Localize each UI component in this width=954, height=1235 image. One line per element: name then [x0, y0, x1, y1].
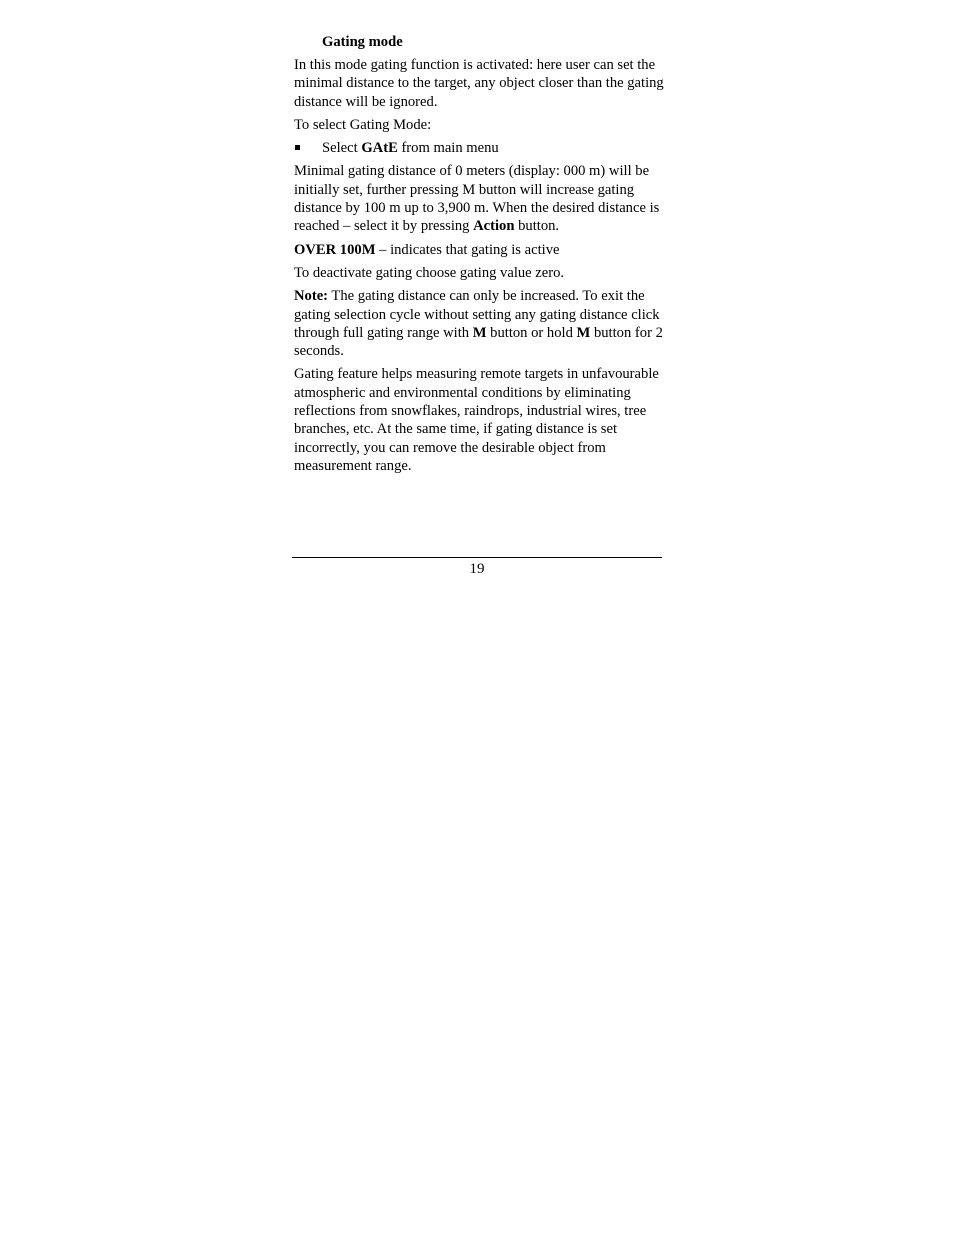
action-term: Action	[473, 218, 515, 235]
select-instruction: To select Gating Mode:	[294, 116, 432, 133]
list-item	[294, 139, 664, 157]
feature-paragraph: Gating feature helps measuring remote targets in unfavourable atmospheric and environmental conditions by eliminating reflections from snowflakes, raindrops, industrial wires, tree branches, etc. At the same time, if gating distance is set incorrectly, you can remove the desirable object from measurement range.	[294, 366, 659, 474]
note-text-1: The gating distance can only be increased. To exit the gating selection cycle without setting any gating distance click through full gating range with	[294, 288, 660, 341]
page-number: 19	[469, 561, 485, 577]
bullet-text-pre: Select	[322, 140, 362, 157]
over-indicator-term: OVER 100M	[294, 241, 376, 258]
section-heading: Gating mode	[322, 34, 403, 50]
gate-menu-term: GAtE	[361, 140, 398, 157]
gating-distance-text: Minimal gating distance of 0 meters (display: 000 m) will be initially set, further pressing M button will increase gating distance by 100 m up to 3,900 m. When the desired distance is reached – select it by pressing	[294, 163, 660, 235]
m-button-term-2: M	[576, 324, 591, 341]
note-text-3: button for 2 seconds.	[294, 324, 663, 360]
note-paragraph	[294, 287, 664, 360]
deactivate-paragraph: To deactivate gating choose gating value zero.	[294, 264, 565, 281]
over-indicator-paragraph	[294, 241, 664, 259]
gating-distance-paragraph	[294, 162, 664, 235]
page-content	[294, 33, 664, 480]
footer-divider	[292, 557, 662, 558]
over-indicator-text: – indicates that gating is active	[375, 241, 560, 258]
note-text-2: button or hold	[486, 324, 577, 341]
note-label: Note:	[294, 288, 329, 305]
intro-paragraph: In this mode gating function is activated: here user can set the minimal distance to the target, any object closer than the gating distance will be ignored.	[294, 57, 664, 110]
bullet-text-post: from main menu	[397, 140, 499, 157]
gating-distance-text-end: button.	[514, 218, 560, 235]
m-button-term: M	[472, 324, 487, 341]
bullet-icon	[295, 145, 300, 150]
